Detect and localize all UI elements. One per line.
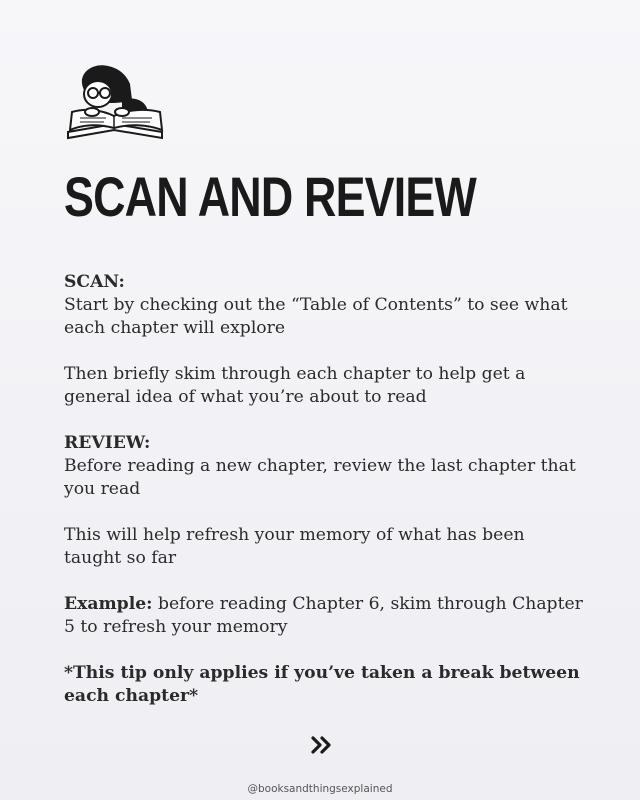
note-text: *This tip only applies if you’ve taken a break between each chapter* — [64, 663, 580, 706]
example-section — [64, 593, 584, 639]
scan-section-2 — [64, 363, 584, 409]
scan-heading: SCAN: — [64, 272, 125, 292]
reading-person-illustration — [62, 60, 168, 144]
review-section-2 — [64, 524, 584, 570]
scan-section — [64, 271, 584, 340]
example-label: Example: — [64, 594, 153, 614]
example-text: before reading Chapter 6, skim through Chapter 5 to refresh your memory — [64, 594, 583, 637]
double-chevron-right-icon[interactable] — [308, 732, 334, 758]
scan-paragraph-1: Start by checking out the “Table of Contents” to see what each chapter will explore — [64, 295, 568, 338]
review-paragraph-1: Before reading a new chapter, review the last chapter that you read — [64, 456, 576, 499]
example-paragraph — [64, 593, 584, 639]
review-heading: REVIEW: — [64, 433, 151, 453]
page-title: SCAN AND REVIEW — [64, 165, 476, 228]
review-section — [64, 432, 584, 501]
review-paragraph-2: This will help refresh your memory of what has been taught so far — [64, 525, 525, 568]
account-handle: @booksandthingsexplained — [247, 783, 393, 795]
content — [64, 271, 584, 708]
note-section — [64, 662, 584, 708]
scan-paragraph-2: Then briefly skim through each chapter to help get a general idea of what you’re about to read — [64, 364, 526, 407]
